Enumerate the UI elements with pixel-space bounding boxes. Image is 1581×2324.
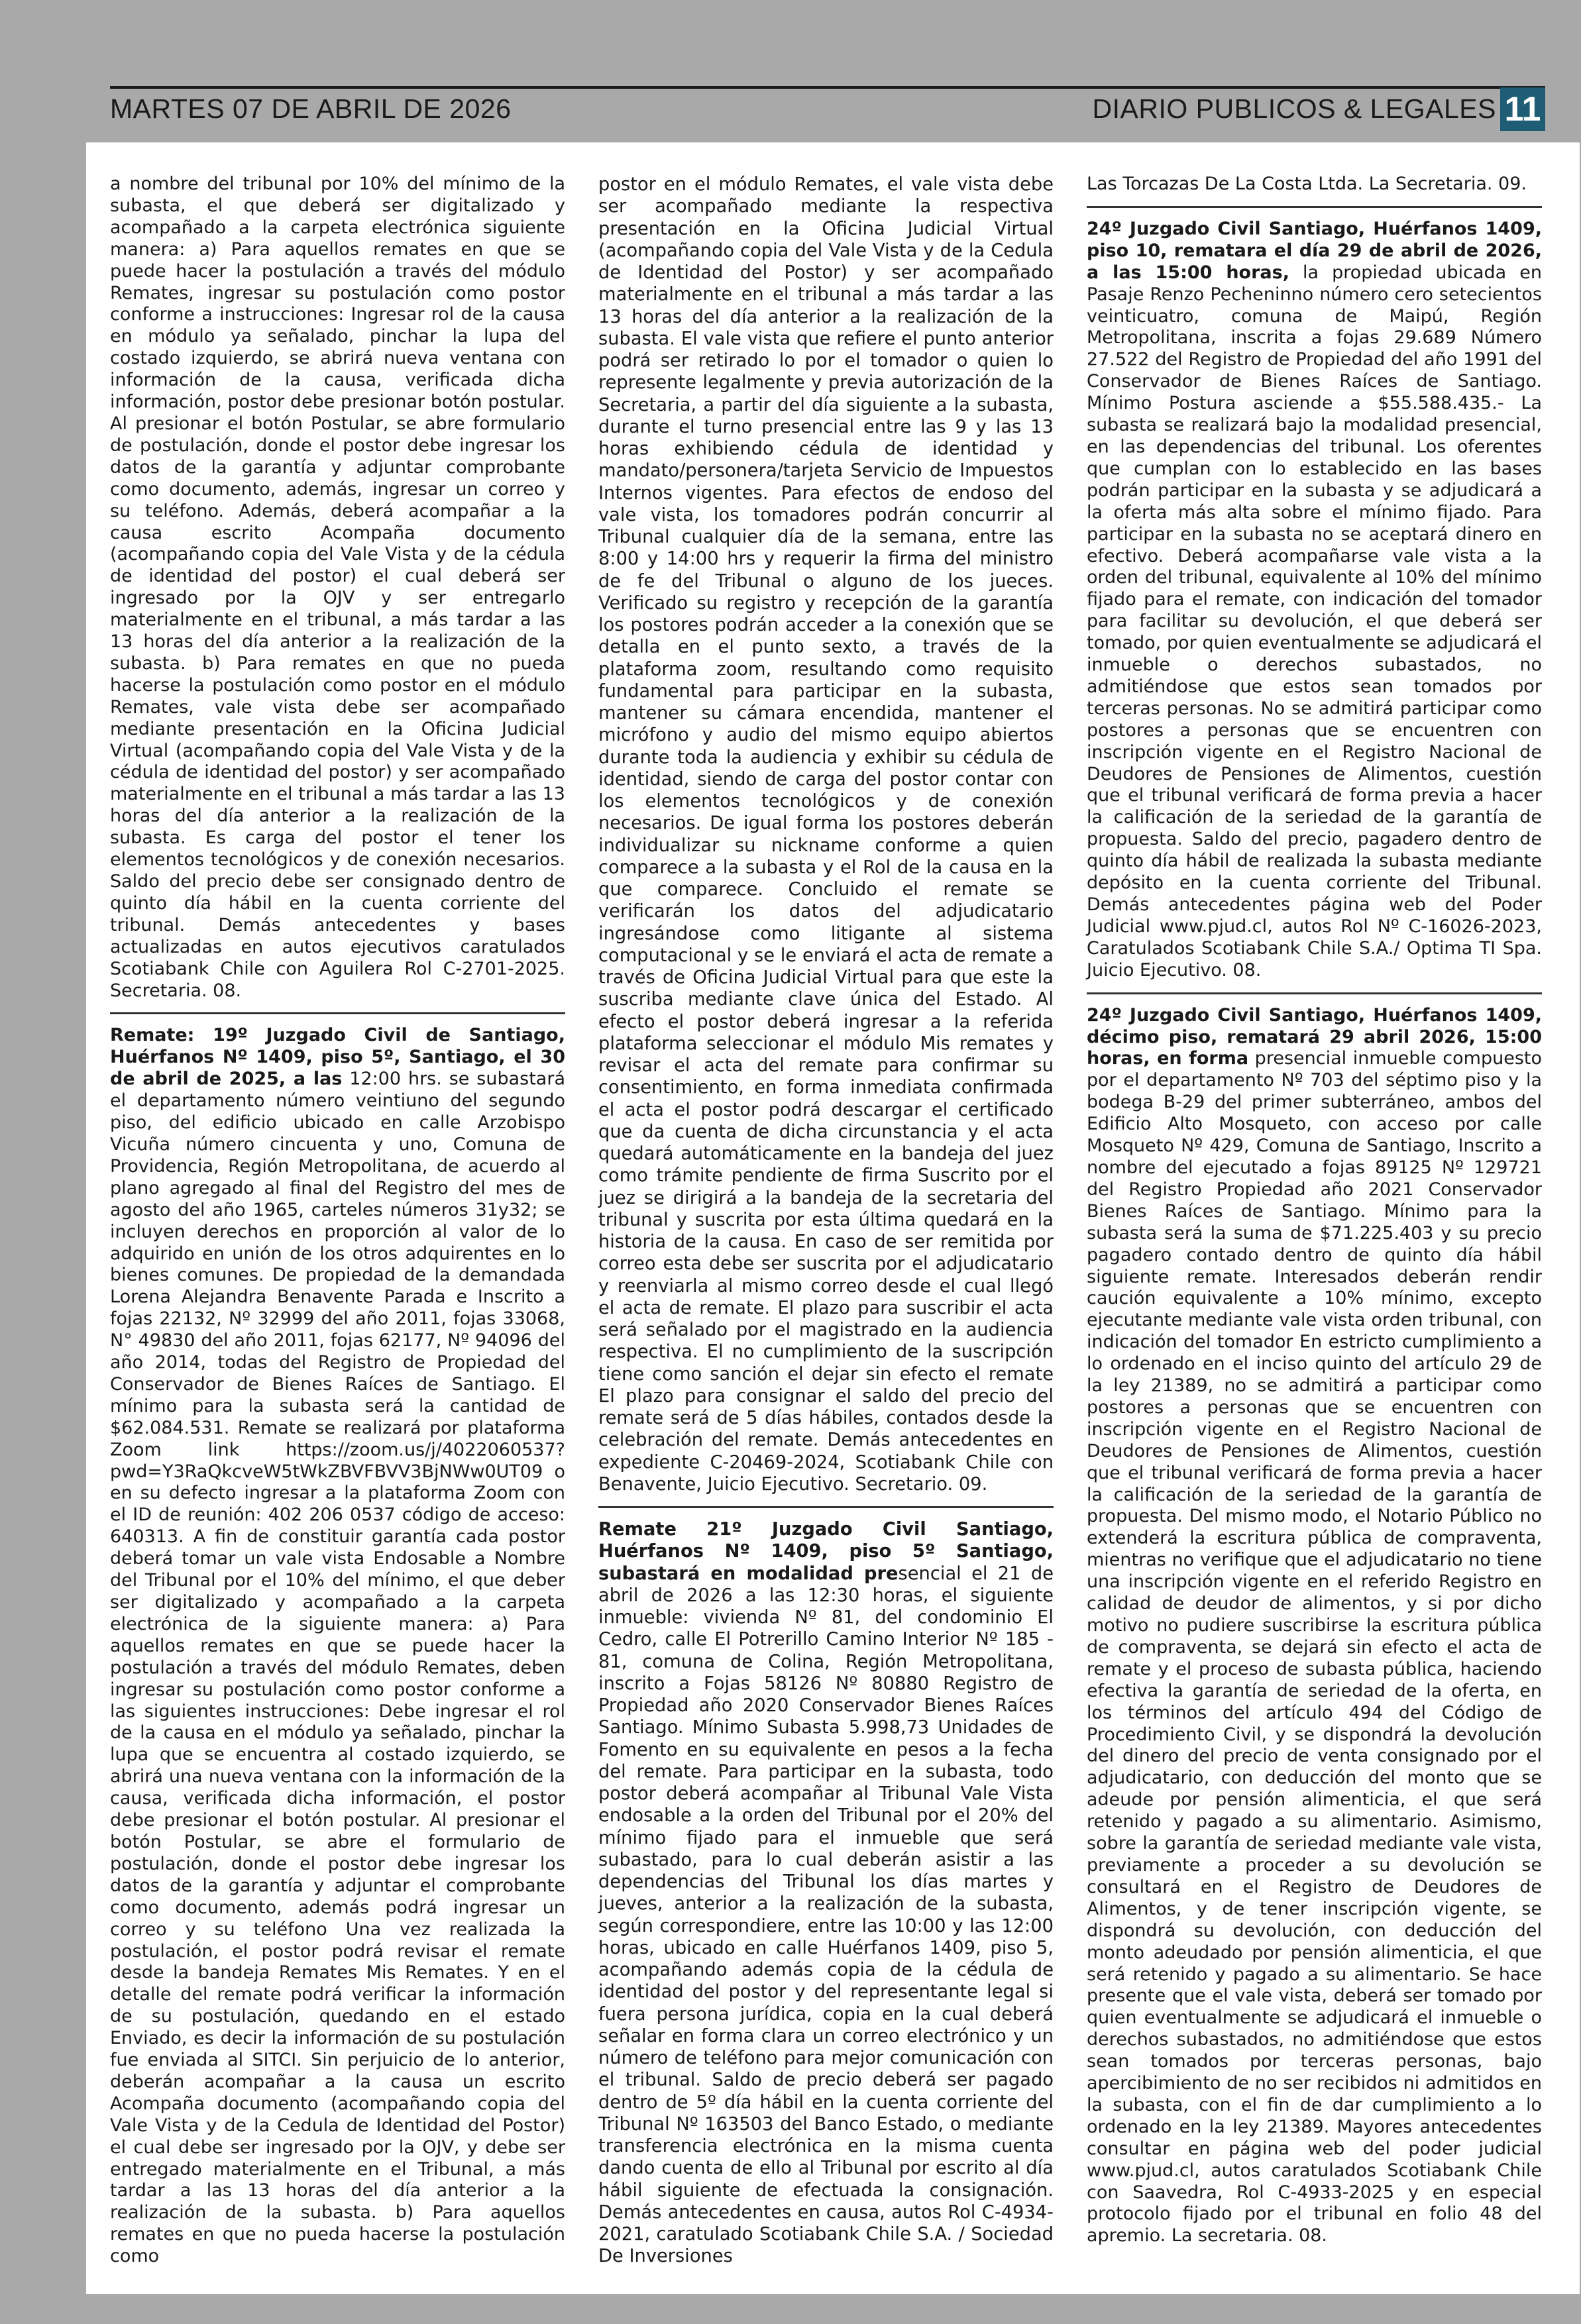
header-rule (110, 86, 1545, 89)
notice-3 (598, 1518, 1054, 2268)
notice-2-continuation: postor en el módulo Remates, el vale vista debe ser acompañado mediante la respectiva presentación en la Oficina Judicial Virtual (acompañando copia del Vale Vista y de la Cedula de Identidad del Postor) y ser acompañado materialmente en el tribunal a más tardar a las 13 horas del día anterior a la realización de la subasta. El vale vista que refiere el punto anterior podrá ser retirado lo por el tomador o quien lo represente legalmente y previa autorización de la Secretaria, a partir del día siguiente a la subasta, durante el turno presencial entre las 9 y las 13 horas exhibiendo cédula de identidad y mandato/personera/tarjeta Servicio de Impuestos Internos vigentes. Para efectos de endoso del vale vista, los tomadores podrán concurrir al Tribunal cualquier día de la semana, entre las 8:00 y 14:00 hrs y requerir la firma del ministro de fe del Tribunal o alguno de los jueces. Verificado su registro y recepción de la garantía los postores podrán acceder a la conexión que se detalla en el punto sexto, a través de la plataforma zoom, resultando como requisito fundamental para participar en la subasta, mantener su cámara encendida, mantener el micrófono y audio del mismo equipo abiertos durante toda la audiencia y exhibir su cédula de identidad, siendo de carga del postor contar con los elementos tecnológicos y de conexión necesarios. De igual forma los postores deberán individualizar su nickname conforme a quien comparece a la subasta y el Rol de la causa en la que comparece. Concluido el remate se verificarán los datos del adjudicatario ingresándose como litigante al sistema computacional y se le enviará el acta de remate a través de Oficina Judicial Virtual para que este la suscriba mediante clave única del Estado. Al efecto el postor deberá ingresar a la referida plataforma seleccionar el módulo Mis remates y revisar el acta del remate para confirmar su consentimiento, en forma inmediata confirmada el acta el postor podrá descargar el certificado que da cuenta de dicha circunstancia y el acta quedará automáticamente en la bandeja del juez como trámite pendiente de firma Suscrito por el juez se dirigirá a la bandeja de la secretaria del tribunal y suscrita por esta última quedará en la historia de la causa. En caso de ser remitida por correo esta debe ser suscrita por el adjudicatario y reenviarla al mismo correo desde el cual llegó el acta de remate. El plazo para suscribir el acta será señalado por el magistrado en la audiencia respectiva. El no cumplimiento de la suscripción tiene como sanción el dejar sin efecto el remate El plazo para consignar el saldo del precio del remate será de 5 días hábiles, contados desde la celebración del remate. Demás antecedentes en expediente C-20469-2024, Scotiabank Chile con Benavente, Juicio Ejecutivo. Secretario. 09. (598, 174, 1054, 1495)
notice-5-heading: 24º Juzgado Civil Santiago, Huérfanos 1409, décimo piso, rematará 29 abril 2026, 15:00 horas, en forma (1087, 1004, 1542, 1069)
notice-3-body: sencial el 21 de abril de 2026 a las 12:30 horas, el siguiente inmueble: vivienda Nº 81, del condominio El Cedro, calle El Potrerillo Camino Interior Nº 185 - 81, comuna de Colina, Región Metropolitana, inscrito a Fojas 58126 Nº 80880 Registro de Propiedad año 2020 Conservador Bienes Raíces Santiago. Mínimo Subasta 5.998,73 Unidades de Fomento en su equivalente en pesos a la fecha del remate. Para participar en la subasta, todo postor deberá acompañar al Tribunal Vale Vista endosable a la orden del Tribunal por el 20% del mínimo fijado para el inmueble que será subastado, para lo cual deberán asistir a las dependencias del Tribunal los días martes y jueves, anterior a la realización de la subasta, según correspondiere, entre las 10:00 y las 12:00 horas, ubicado en calle Huérfanos 1409, piso 5, acompañando además copia de la cédula de identidad del postor y del representante legal si fuera persona jurídica, copia en la cual deberá señalar en forma clara un correo electrónico y un número de teléfono para mejor comunicación con el tribunal. Saldo de precio deberá ser pagado dentro de 5º día hábil en la cuenta corriente del Tribunal Nº 163503 del Banco Estado, o mediante transferencia electrónica en la misma cuenta dando cuenta de ello al Tribunal por escrito al día hábil siguiente de efectuada la consignación. Demás antecedentes en causa, autos Rol C-4934-2021, caratulado Scotiabank Chile S.A. / Sociedad De Inversiones (598, 1563, 1054, 2267)
notice-2-body: 12:00 hrs. se subastará el departamento número veintiuno del segundo piso, del edificio ubicado en calle Arzobispo Vicuña número cincuenta y uno, Comuna de Providencia, Región Metropolitana, de acuerdo al plano agregado al final del Registro del mes de agosto del año 1965, carteles números 31y32; se incluyen derechos en proporción al valor de lo adquirido en unión de los otros adquirentes en lo bienes comunes. De propiedad de la demandada Lorena Alejandra Benavente Parada e Inscrito a fojas 22132, Nº 32999 del año 2011, fojas 33068, N° 49830 del año 2011, fojas 62177, Nº 94096 del año 2014, todas del Registro de Propiedad del Conservador de Bienes Raíces de Santiago. El mínimo para la subasta será la cantidad de $62.084.531. Remate se realizará por plataforma Zoom link https://zoom.us/j/4022060537?pwd=Y3RaQkcveW5tWkZBVFBVV3BjNWw0UT09 o en su defecto ingresar a la plataforma Zoom con el ID de reunión: 402 206 0537 código de acceso: 640313. A fin de constituir garantía cada postor deberá tomar un vale vista Endosable a Nombre del Tribunal por el 10% del mínimo, el que deber ser digitalizado y acompañado a la carpeta electrónica de la siguiente manera: a) Para aquellos remates en que se puede hacer la postulación a través del módulo Remates, deben ingresar su postulación como postor conforme a las siguientes instrucciones: Debe ingresar el rol de la causa en el módulo ya señalado, pinchar la lupa que se encuentra al costado izquierdo, se abrirá una nueva ventana con la información de la causa, verificada dicha información, el postor debe presionar el botón postular. Al presionar el botón Postular, se abre el formulario de postulación, donde el postor debe ingresar los datos de la garantía y adjuntar el comprobante como documento, además podrá ingresar un correo y su teléfono Una vez realizada la postulación, el postor podrá revisar el remate desde la bandeja Remates Mis Remates. Y en el detalle del remate podrá verificar la información de su postulación, quedando en el estado Enviado, es decir la información de su postulación fue enviada al SITCI. Sin perjuicio de lo anterior, deberán acompañar a la causa un escrito Acompaña documento (acompañando copia del Vale Vista y de la Cedula de Identidad del Postor) el cual debe ser ingresado por la OJV, y debe ser entregado materialmente en el Tribunal, a más tardar a las 13 horas del día anterior a la realización de la subasta. b) Para aquellos remates en que no pueda hacerse la postulación como (110, 1069, 565, 2267)
column-1 (110, 174, 565, 2268)
issue-date: MARTES 07 DE ABRIL DE 2026 (110, 93, 512, 124)
notice-4-body: la propiedad ubicada en Pasaje Renzo Pecheninno número cero setecientos veinticuatro, comuna de Maipú, Región Metropolitana, inscrita a fojas 29.689 Número 27.522 del Registro de Propiedad del año 1991 del Conservador de Bienes Raíces de Santiago. Mínimo Postura asciende a $55.588.435.- La subasta se realizará bajo la modalidad presencial, en las dependencias del tribunal. Los oferentes que cumplan con lo establecido en las bases podrán participar en la subasta y se adjudicará a la oferta más alta sobre el mínimo fijado. Para participar en la subasta no se aceptará dinero en efectivo. Deberá acompañarse vale vista a la orden del tribunal, equivalente al 10% del mínimo fijado para el remate, con indicación del tomador para facilitar su devolución, el que deberá ser tomado, por quien eventualmente se adjudicará el inmueble o derechos subastados, no admitiéndose que estos sean tomados por terceras personas. No se admitirá participar como postores a personas que se encuentren con inscripción vigente en el Registro Nacional de Deudores de Pensiones de Alimentos, cuestión que el tribunal verificará de forma previa a hacer la calificación de la seriedad de la garantía de propuesta. Saldo del precio, pagadero dentro de quinto día hábil de realizada la subasta mediante depósito en la cuenta corriente del Tribunal. Demás antecedentes página web del Poder Judicial www.pjud.cl, autos Rol Nº C-16026-2023, Caratulados Scotiabank Chile S.A./ Optima TI Spa. Juicio Ejecutivo. 08. (1087, 262, 1542, 980)
page-header (110, 85, 1545, 132)
notice-4 (1087, 219, 1542, 982)
column-3 (1087, 174, 1542, 2247)
notice-3-heading: Remate 21º Juzgado Civil Santiago, Huérfanos Nº 1409, piso 5º Santiago, subastará en modalidad pre (598, 1519, 1054, 1584)
notice-divider (598, 1506, 1054, 1508)
publication-name: DIARIO PUBLICOS & LEGALES (1092, 93, 1496, 124)
notice-3-continuation: Las Torcazas De La Costa Ltda. La Secretaria. 09. (1087, 174, 1527, 194)
notice-divider (110, 1012, 565, 1014)
notice-2-heading: Remate: 19º Juzgado Civil de Santiago, Huérfanos Nº 1409, piso 5º, Santiago, el 30 de abril de 2025, a las (110, 1025, 565, 1090)
notice-5-body: presencial inmueble compuesto por el departamento Nº 703 del séptimo piso y la bodega B-29 del primer subterráneo, ambos del Edificio Alto Mosqueto, con acceso por calle Mosqueto Nº 429, Comuna de Santiago, Inscrito a nombre del ejecutado a fojas 89125 Nº 129721 del Registro Propiedad año 2021 Conservador Bienes Raíces de Santiago. Mínimo para la subasta será la suma de $71.225.403 y su precio pagadero contado dentro de quinto día hábil siguiente remate. Interesados deberán rendir caución equivalente a 10% mínimo, excepto ejecutante mediante vale vista orden tribunal, con indicación del tomador En estricto cumplimiento a lo ordenado en el inciso quinto del artículo 29 de la ley 21389, no se admitirá a participar como postores a personas que se encuentren con inscripción vigente en el Registro Nacional de Deudores de Pensiones de Alimentos, cuestión que el tribunal verificará de forma previa a hacer la calificación de la seriedad de la garantía de propuesta. Del mismo modo, el Notario Público no extenderá la escritura pública de compraventa, mientras no verifique que el adjudicatario no tiene una inscripción vigente en el referido Registro en calidad de deudor de alimentos, y si por dicho motivo no pudiere suscribirse la escritura pública de compraventa, se dejará sin efecto el acta de remate y el proceso de subasta pública, haciendo efectiva la garantía de seriedad de la oferta, en los términos del artículo 494 del Código de Procedimiento Civil, y se dispondrá la devolución del dinero del precio de venta consignado por el adjudicatario, con deducción del monto que se adeude por pensión alimenticia, el que será retenido y pagado a su alimentario. Asimismo, sobre la garantía de seriedad mediante vale vista, previamente a proceder a su devolución se consultará en el Registro de Deudores de Alimentos, y de tener inscripción vigente, se dispondrá su devolución, con deducción del monto adeudado por pensión alimenticia, el que será retenido y pagado a su alimentario. Se hace presente que el vale vista, deberá ser tomado por quien eventualmente se adjudicará el inmueble o derechos subastados, no admitiéndose que estos sean tomados por terceras personas, bajo apercibimiento de no ser recibidos ni admitidos en la subasta, con el fin de dar cumplimiento a lo ordenado en la ley 21389. Mayores antecedentes consultar en página web del poder judicial www.pjud.cl, autos caratulados Scotiabank Chile con Saavedra, Rol C-4933-2025 y en especial protocolo fijado por el tribunal en folio 48 del apremio. La secretaria. 08. (1087, 1048, 1542, 2246)
notice-5 (1087, 1005, 1542, 2248)
notice-divider (1087, 992, 1542, 994)
notice-divider (1087, 206, 1542, 208)
notice-1-continuation: a nombre del tribunal por 10% del mínimo de la subasta, el que deberá ser digitalizado y acompañado a la carpeta electrónica siguiente manera: a) Para aquellos remates en que se puede hacer la postulación a través del módulo Remates, ingresar su postulación como postor conforme a instrucciones: Ingresar rol de la causa en módulo ya señalado, pinchar la lupa del costado izquierdo, se abrirá nueva ventana con información de la causa, verificada dicha información, postor debe presionar botón postular. Al presionar el botón Postular, se abre formulario de postulación, donde el postor debe ingresar los datos de la garantía y adjuntar comprobante como documento, además, ingresar un correo y su teléfono. Además, deberá acompañar a la causa escrito Acompaña documento (acompañando copia del Vale Vista y de la cédula de identidad del postor) el cual deberá ser ingresado por la OJV y ser entregarlo materialmente en el tribunal, a más tardar a las 13 horas del día anterior a la realización de la subasta. b) Para remates en que no pueda hacerse la postulación como postor en el módulo Remates, vale vista debe ser acompañado mediante presentación en la Oficina Judicial Virtual (acompañando copia del Vale Vista y de la cédula de identidad del postor) y ser acompañado materialmente en el tribunal a más tardar a las 13 horas del día anterior a la realización de la subasta. Es carga del postor el tener los elementos tecnológicos y de conexión necesarios. Saldo del precio debe ser consignado dentro de quinto día hábil en la cuenta corriente del tribunal. Demás antecedentes y bases actualizadas en autos ejecutivos caratulados Scotiabank Chile con Aguilera Rol C-2701-2025. Secretaria. 08. (110, 174, 565, 1001)
column-2 (598, 174, 1054, 2268)
notice-2 (110, 1025, 565, 2268)
notice-4-heading: 24º Juzgado Civil Santiago, Huérfanos 1409, piso 10, rematara el día 29 de abril de 2026, a las 15:00 horas, (1087, 218, 1542, 283)
page-number: 11 (1500, 87, 1545, 131)
